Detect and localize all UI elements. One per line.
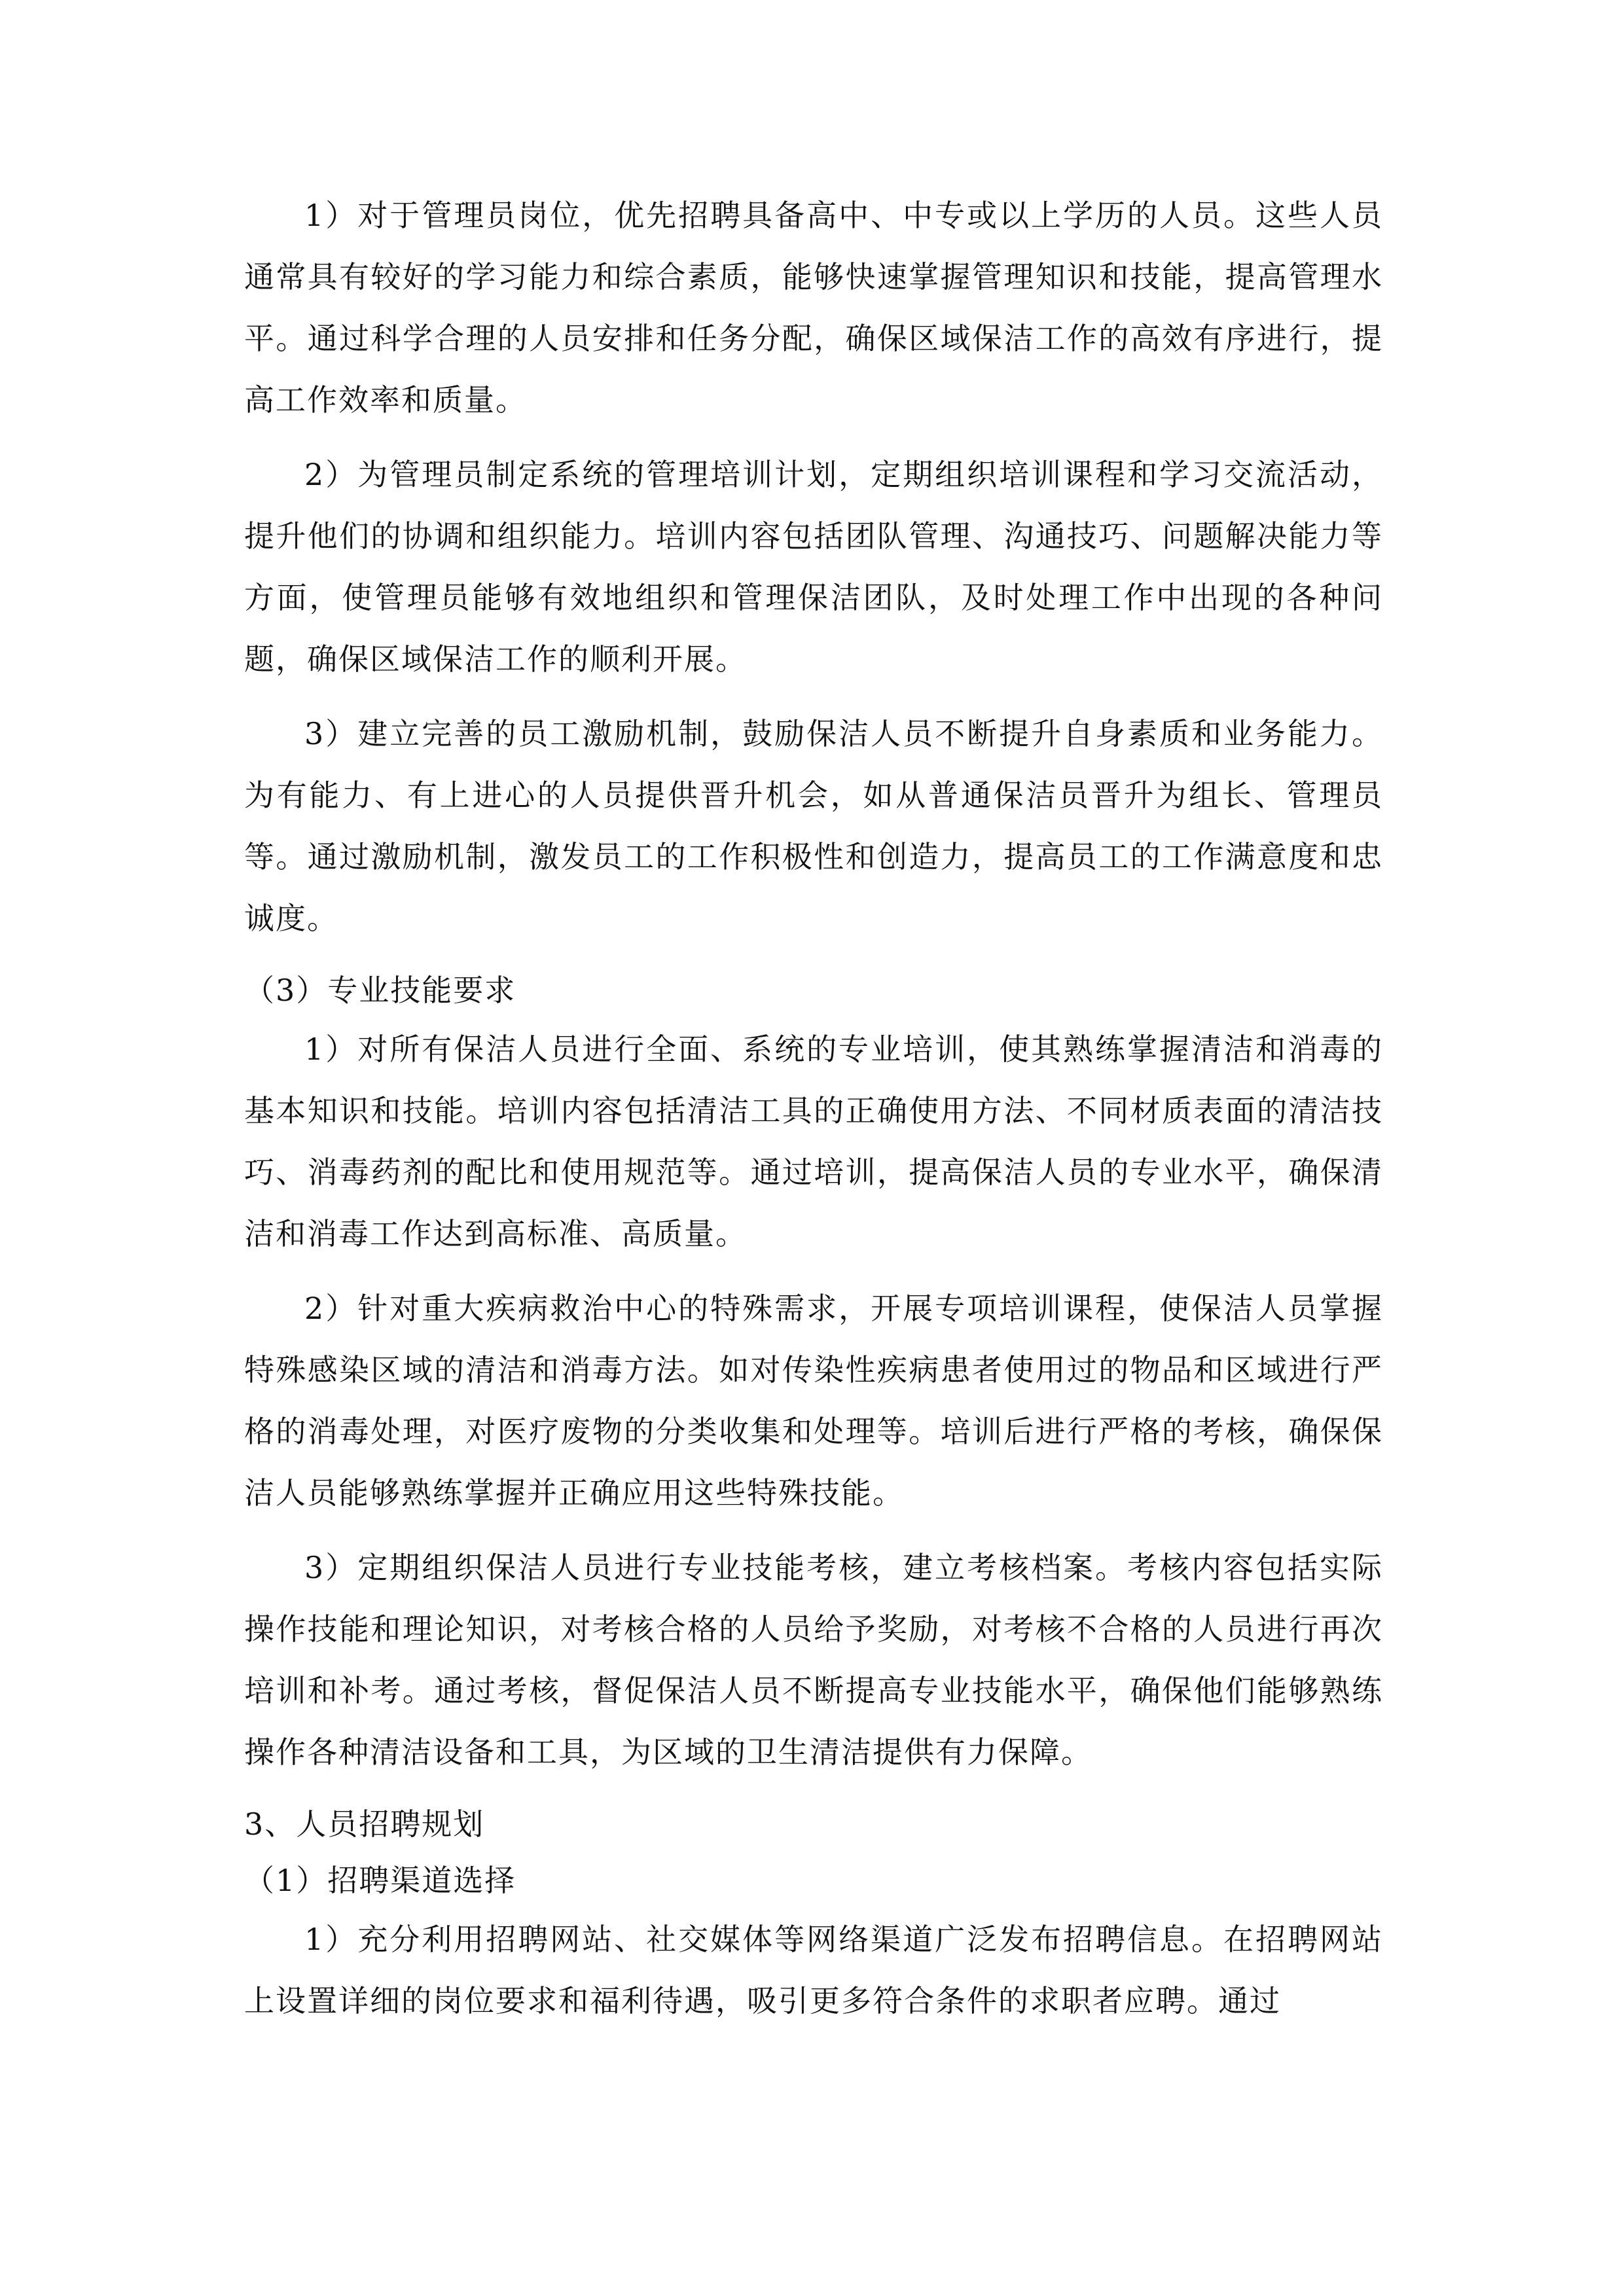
paragraph-incentive-mechanism: 3）建立完善的员工激励机制，鼓励保洁人员不断提升自身素质和业务能力。为有能力、有上进心的人员提供晋升机会，如从普通保洁员晋升为组长、管理员等。通过激励机制，激发员工的工作积极性和创造力，提高员工的工作满意度和忠诚度。 bbox=[244, 716, 1383, 936]
paragraph-manager-recruitment: 1）对于管理员岗位，优先招聘具备高中、中专或以上学历的人员。这些人员通常具有较好的学习能力和综合素质，能够快速掌握管理知识和技能，提高管理水平。通过科学合理的人员安排和任务分配，确保区域保洁工作的高效有序进行，提高工作效率和质量。 bbox=[244, 198, 1383, 418]
paragraph-online-channels: 1）充分利用招聘网站、社交媒体等网络渠道广泛发布招聘信息。在招聘网站上设置详细的岗位要求和福利待遇，吸引更多符合条件的求职者应聘。通过 bbox=[244, 1922, 1383, 2018]
paragraph-manager-training: 2）为管理员制定系统的管理培训计划，定期组织培训课程和学习交流活动，提升他们的协调和组织能力。培训内容包括团队管理、沟通技巧、问题解决能力等方面，使管理员能够有效地组织和管理保洁团队，及时处理工作中出现的各种问题，确保区域保洁工作的顺利开展。 bbox=[244, 457, 1383, 677]
paragraph-special-training: 2）针对重大疾病救治中心的特殊需求，开展专项培训课程，使保洁人员掌握特殊感染区域的清洁和消毒方法。如对传染性疾病患者使用过的物品和区域进行严格的消毒处理，对医疗废物的分类收集和处理等。培训后进行严格的考核，确保保洁人员能够熟练掌握并正确应用这些特殊技能。 bbox=[244, 1291, 1383, 1511]
heading-professional-skills: （3）专业技能要求 bbox=[244, 973, 516, 1008]
document-body bbox=[244, 185, 1383, 2045]
paragraph-skills-assessment: 3）定期组织保洁人员进行专业技能考核，建立考核档案。考核内容包括实际操作技能和理论知识，对考核合格的人员给予奖励，对考核不合格的人员进行再次培训和补考。通过考核，督促保洁人员不断提高专业技能水平，确保他们能够熟练操作各种清洁设备和工具，为区域的卫生清洁提供有力保障。 bbox=[244, 1550, 1383, 1770]
heading-recruitment-channels: （1）招聘渠道选择 bbox=[244, 1863, 516, 1898]
heading-recruitment-plan: 3、人员招聘规划 bbox=[244, 1806, 485, 1842]
paragraph-skills-training: 1）对所有保洁人员进行全面、系统的专业培训，使其熟练掌握清洁和消毒的基本知识和技能。培训内容包括清洁工具的正确使用方法、不同材质表面的清洁技巧、消毒药剂的配比和使用规范等。通过培训，提高保洁人员的专业水平，确保清洁和消毒工作达到高标准、高质量。 bbox=[244, 1031, 1383, 1251]
